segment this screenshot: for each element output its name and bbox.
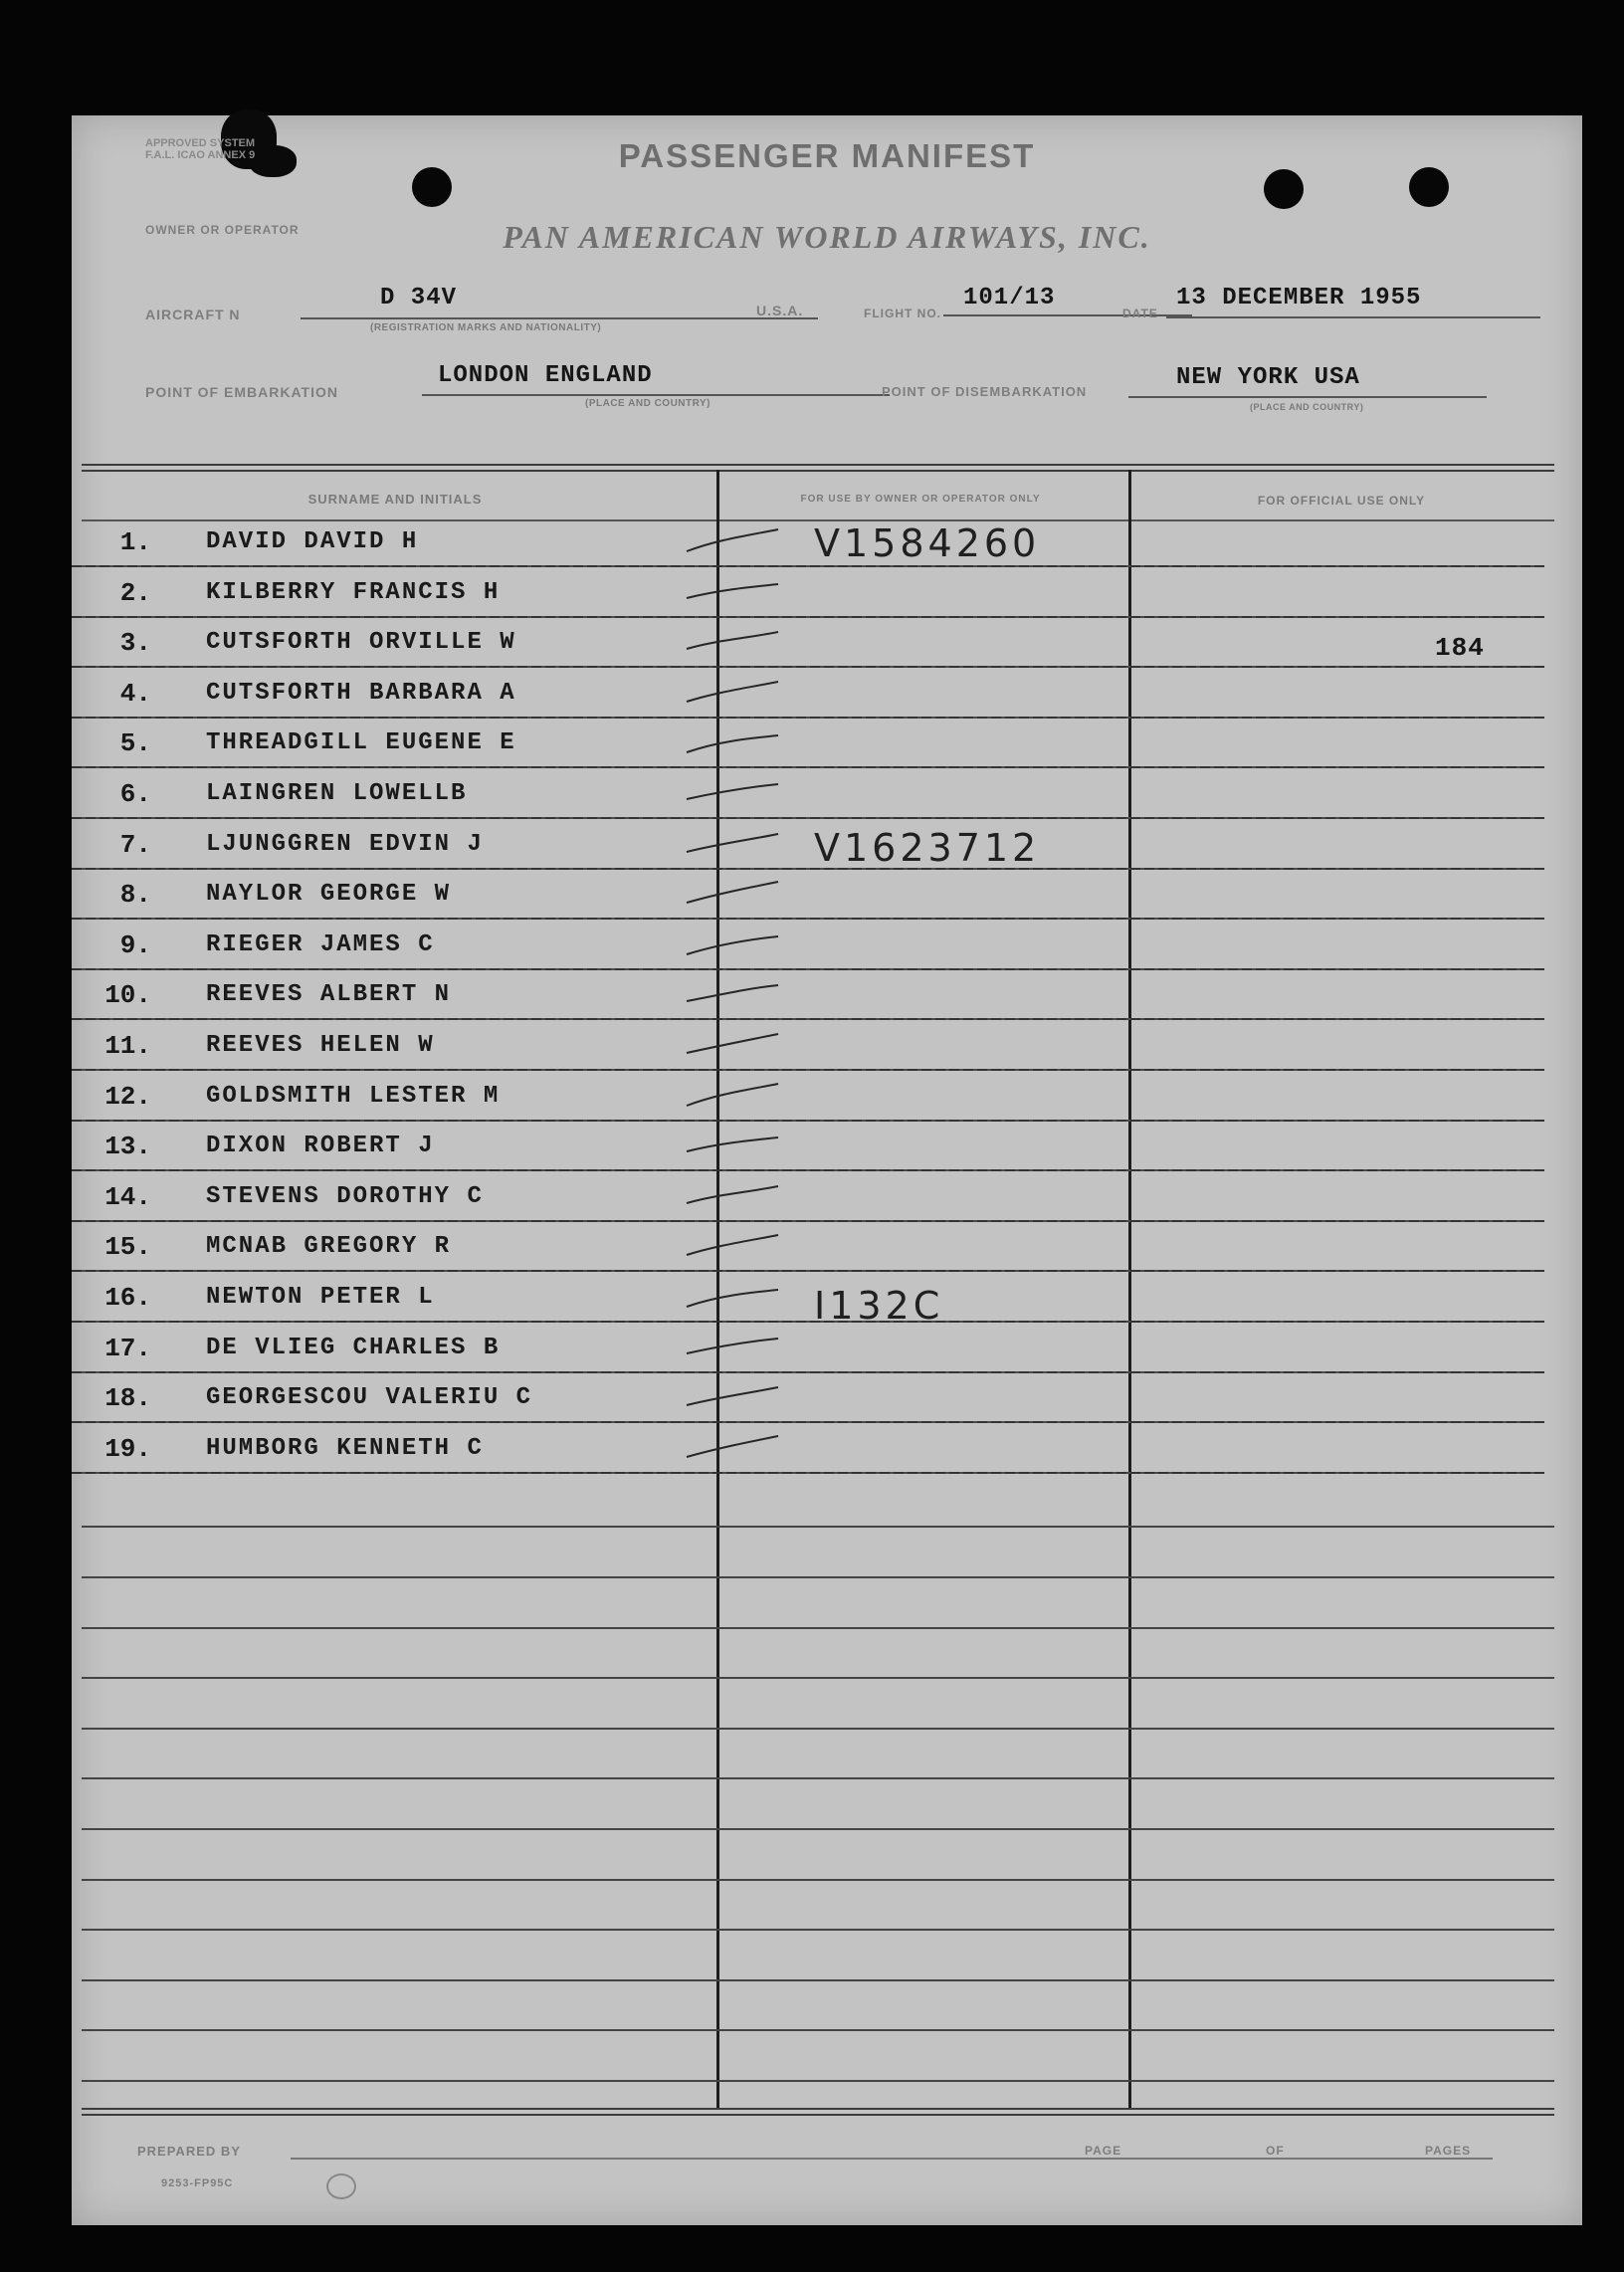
passenger-name: STEVENS DOROTHY C [206,1182,484,1210]
flight-label: FLIGHT NO. [864,307,941,320]
registration-caption: (REGISTRATION MARKS AND NATIONALITY) [370,322,602,333]
table-row [72,923,1582,972]
row-number: 9. [119,929,151,960]
row-rule [72,666,1544,668]
row-rule [72,565,1544,567]
passenger-name: THREADGILL EUGENE E [206,729,516,757]
row-number: 12. [104,1081,151,1112]
row-number: 11. [104,1031,151,1061]
check-mark-icon [679,1281,788,1321]
row-number: 18. [104,1383,151,1414]
passenger-name: GOLDSMITH LESTER M [206,1082,501,1110]
owner-label: OWNER OR OPERATOR [145,223,300,237]
empty-row-rule [82,2080,1554,2082]
table-bottom-line [82,2114,1554,2116]
passenger-name: DE VLIEG CHARLES B [206,1334,501,1361]
passenger-name: DIXON ROBERT J [206,1133,435,1160]
check-mark-icon [679,576,788,616]
row-number: 16. [104,1283,151,1313]
passenger-name: LAINGREN LOWELLB [206,780,468,807]
passenger-name: LJUNGGREN EDVIN J [206,830,484,858]
passenger-name: NAYLOR GEORGE W [206,881,452,909]
check-mark-icon [679,1130,788,1169]
row-number: 13. [104,1132,151,1162]
row-rule [72,1270,1544,1272]
check-mark-icon [679,1180,788,1220]
of-line [1294,2158,1493,2160]
page-title: PASSENGER MANIFEST [618,137,1036,174]
check-mark-icon [679,978,788,1018]
table-row [72,570,1582,620]
passenger-name: CUTSFORTH BARBARA A [206,679,516,707]
table-row [72,1224,1582,1274]
table-row [72,1124,1582,1173]
row-rule [72,968,1544,970]
row-rule [72,817,1544,819]
empty-row-rule [82,1777,1554,1779]
column-header-owner: FOR USE BY OWNER OR OPERATOR ONLY [800,494,1041,505]
embarkation-caption: (PLACE AND COUNTRY) [585,398,710,409]
table-top-line [82,464,1554,466]
check-mark-icon [679,677,788,717]
empty-row-rule [82,1526,1554,1528]
date-underline [1166,316,1540,318]
row-rule [72,616,1544,618]
passenger-name: CUTSFORTH ORVILLE W [206,629,516,657]
empty-row-rule [82,1627,1554,1629]
row-number: 14. [104,1181,151,1212]
embarkation-value: LONDON ENGLAND [438,362,653,389]
passenger-name: MCNAB GREGORY R [206,1233,452,1261]
disembarkation-caption: (PLACE AND COUNTRY) [1250,402,1364,412]
empty-row-rule [82,1929,1554,1931]
row-rule [72,717,1544,719]
empty-row-rule [82,2029,1554,2031]
row-rule [72,1321,1544,1323]
row-rule [72,868,1544,870]
table-bottom-line [82,2108,1554,2110]
row-number: 3. [119,628,151,659]
check-mark-icon [679,626,788,666]
passenger-name: KILBERRY FRANCIS H [206,578,501,606]
row-number: 15. [104,1232,151,1263]
table-row [72,1326,1582,1375]
embarkation-underline [422,394,890,396]
row-number: 10. [104,980,151,1011]
row-number: 8. [119,880,151,911]
table-row [72,1375,1582,1425]
empty-row-rule [82,1879,1554,1881]
union-bug-icon [326,2173,356,2199]
disembarkation-underline [1128,396,1487,398]
table-row [72,1023,1582,1073]
nationality: U.S.A. [756,303,804,318]
row-rule [72,1220,1544,1222]
embarkation-label: POINT OF EMBARKATION [145,384,338,400]
row-rule [72,1421,1544,1423]
table-row [72,620,1582,670]
row-rule [72,1018,1544,1020]
empty-row-rule [82,1728,1554,1730]
pages-label: PAGES [1425,2144,1472,2158]
aircraft-value: D 34V [380,285,458,311]
check-mark-icon [679,1332,788,1371]
check-mark-icon [679,777,788,817]
date-label: DATE [1122,307,1158,320]
row-rule [72,1371,1544,1373]
check-mark-icon [679,1432,788,1472]
row-number: 4. [119,678,151,709]
approval-stamp: APPROVED SYSTEM F.A.L. ICAO ANNEX 9 [145,137,256,161]
aircraft-underline [301,317,818,319]
check-mark-icon [679,1230,788,1270]
check-mark-icon [679,878,788,918]
passenger-name: GEORGESCOU VALERIU C [206,1384,533,1412]
row-rule [72,1169,1544,1171]
page-label: PAGE [1085,2144,1122,2158]
check-mark-icon [679,525,788,565]
row-number: 2. [119,577,151,608]
check-mark-icon [679,726,788,766]
check-mark-icon [679,1080,788,1120]
flight-date: 13 DECEMBER 1955 [1176,285,1422,311]
passenger-name: NEWTON PETER L [206,1284,435,1311]
flight-number: 101/13 [963,285,1056,311]
table-row [72,1426,1582,1476]
row-rule [72,1472,1544,1474]
disembarkation-value: NEW YORK USA [1176,364,1360,391]
row-number: 6. [119,779,151,809]
empty-row-rule [82,1979,1554,1981]
empty-row-rule [82,1677,1554,1679]
table-top-line [82,470,1554,472]
empty-row-rule [82,1576,1554,1578]
of-label: OF [1266,2144,1285,2158]
disembarkation-label: POINT OF DISEMBARKATION [882,384,1088,399]
check-mark-icon [679,929,788,968]
form-code: 9253-FP95C [161,2177,234,2189]
empty-row-rule [82,1828,1554,1830]
row-number: 1. [119,527,151,557]
owner-note: V1584260 [814,521,1041,565]
aircraft-label: AIRCRAFT N [145,307,241,322]
column-header-official: FOR OFFICIAL USE ONLY [1257,494,1426,508]
row-number: 7. [119,829,151,860]
table-row [72,972,1582,1022]
official-note: 184 [1435,633,1485,663]
punch-hole [1264,169,1304,209]
column-header-surname: SURNAME AND INITIALS [307,492,483,507]
table-row [72,872,1582,922]
check-mark-icon [679,1029,788,1069]
row-number: 19. [104,1433,151,1464]
row-rule [72,918,1544,920]
prepared-by-line [291,2158,1146,2160]
passenger-name: REEVES HELEN W [206,1032,435,1059]
airline-name: PAN AMERICAN WORLD AIRWAYS, INC. [503,219,1151,255]
passenger-name: RIEGER JAMES C [206,930,435,958]
owner-note: V1623712 [814,826,1041,870]
prepared-by-label: PREPARED BY [137,2144,241,2159]
row-rule [72,766,1544,768]
passenger-name: REEVES ALBERT N [206,981,452,1009]
manifest-sheet [72,115,1582,2225]
table-row [72,771,1582,821]
check-mark-icon [679,828,788,868]
row-rule [72,1120,1544,1122]
check-mark-icon [679,1381,788,1421]
passenger-name: DAVID DAVID H [206,528,419,555]
table-row [72,1074,1582,1124]
row-number: 17. [104,1333,151,1363]
passenger-name: HUMBORG KENNETH C [206,1434,484,1462]
row-rule [72,1069,1544,1071]
table-row [72,721,1582,770]
table-row [72,1174,1582,1224]
table-row [72,671,1582,721]
row-number: 5. [119,728,151,759]
owner-note: I132C [814,1284,944,1328]
